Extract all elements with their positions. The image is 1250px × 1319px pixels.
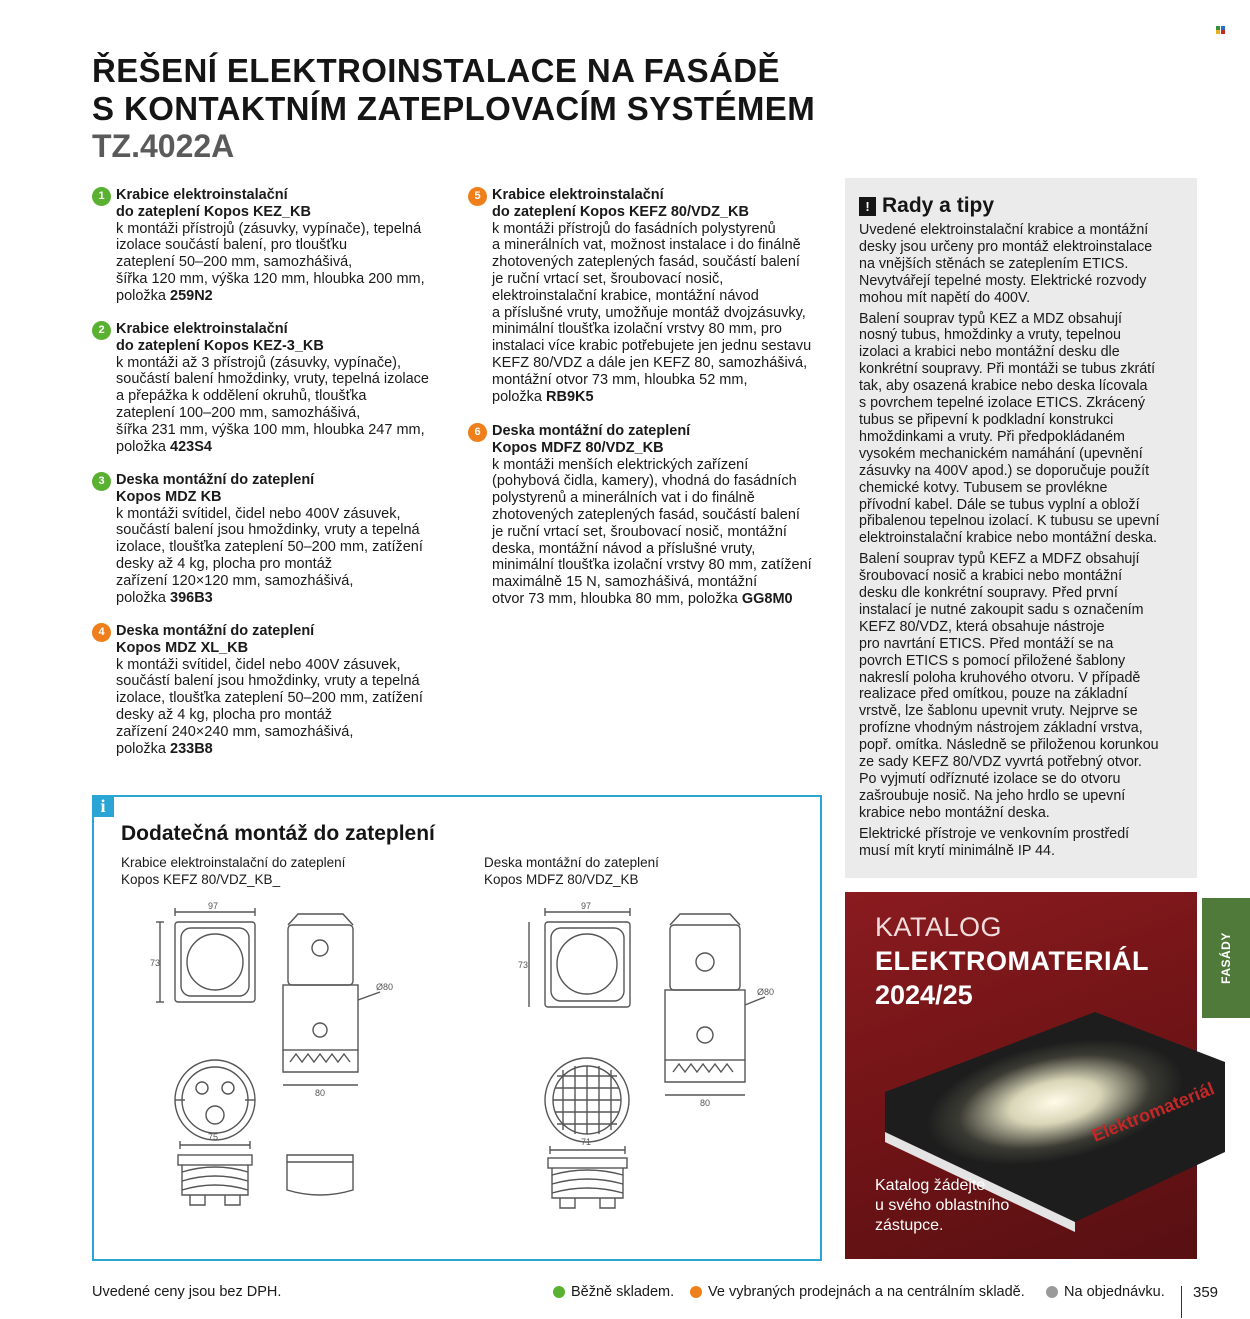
product-description-line: desky až 4 kg, plocha pro montáž (116, 555, 333, 572)
tips-paragraph (859, 311, 1189, 548)
tips-line: realizace před omítkou, pouze na základní (859, 686, 1128, 703)
tips-line: Balení souprav typů KEZ a MDZ obsahují (859, 310, 1123, 327)
product-item-line (116, 288, 425, 305)
product-description-line: k montáži menších elektrických zařízení (492, 456, 749, 473)
tips-line: přibalenou tepelnou izolací. K tubusu se upevní (859, 513, 1160, 530)
product-description-line: k montáži svítidel, čidel nebo 400V zásuvek, (116, 656, 401, 673)
product-number-badge: 6 (468, 423, 487, 442)
tips-panel (845, 178, 1197, 878)
section-tab-fasady[interactable] (1202, 898, 1250, 1018)
product-name: do zateplení Kopos KEZ_KB (116, 203, 311, 220)
caption-line: Kopos MDFZ 80/VDZ_KB (484, 871, 639, 887)
product-description-line: a příslušné vruty, umožňuje montáž dvojzásuvky, (492, 304, 806, 321)
tips-line: na vnějších stěnách se zateplením ETICS. (859, 255, 1129, 272)
item-prefix: otvor 73 mm, hloubka 80 mm, položka (492, 590, 742, 607)
product-name: Kopos MDZ XL_KB (116, 639, 249, 656)
product-description-line: šířka 231 mm, výška 100 mm, hloubka 247 mm, (116, 421, 425, 438)
tips-line: KEFZ 80/VDZ, která obsahuje nástroje (859, 618, 1105, 635)
product-item-line (492, 591, 812, 608)
product-description-line: součástí balení jsou hmoždinky, vruty a tepelná (116, 673, 420, 690)
product-description-line: šířka 120 mm, výška 120 mm, hloubka 200 mm, (116, 270, 425, 287)
tips-body (859, 222, 1189, 864)
product-name: Deska montážní do zateplení (116, 472, 315, 488)
tips-line: nosný tubus, hmoždinky a vruty, tepelnou (859, 327, 1121, 344)
product-item-line (116, 741, 423, 758)
product-name: Kopos MDFZ 80/VDZ_KB (492, 439, 664, 456)
product-number-badge: 2 (92, 321, 111, 340)
catalog-year: 2024/25 (875, 980, 973, 1010)
product-description-line: k montáži přístrojů do fasádních polystyrenů (492, 220, 776, 237)
product-name: do zateplení Kopos KEFZ 80/VDZ_KB (492, 203, 749, 220)
item-code[interactable]: 396B3 (170, 589, 213, 606)
right-drawing-caption (484, 855, 659, 888)
product-description-line: (pohybová čidla, kamery), vhodná do fasádních (492, 473, 797, 490)
tips-line: Uvedené elektroinstalační krabice a montážní (859, 222, 1149, 238)
product-name: Kopos MDZ KB (116, 488, 222, 505)
product-description-line: zhotovených zateplených fasád, součástí balení (492, 506, 800, 523)
item-prefix: položka (116, 287, 171, 304)
dimension-label: Ø80 (757, 987, 775, 997)
product-name: Krabice elektroinstalační (116, 321, 288, 337)
product-description-line: k montáži přístrojů (zásuvky, vypínače), tepelná (116, 220, 422, 237)
item-code[interactable]: 233B8 (170, 740, 213, 757)
product-number-badge: 5 (468, 187, 487, 206)
product-description-line: polystyrenů a minerálních vat i do finálně (492, 490, 755, 507)
tips-line: nakreslí poloha kruhového otvoru. V případě (859, 669, 1141, 686)
info-icon: i (92, 795, 114, 817)
product-item-line (116, 590, 423, 607)
product-description-line: izolace, tloušťka zateplení 50–200 mm, zatížení (116, 539, 423, 556)
product-name: Krabice elektroinstalační (492, 187, 664, 203)
catalog-promo[interactable] (845, 892, 1218, 1259)
product-code: TZ.4022A (92, 128, 235, 164)
product-description-line: maximálně 15 N, samozhášivá, montážní (492, 574, 758, 591)
product-description-line: minimální tloušťka izolační vrstvy 80 mm, pro (492, 321, 782, 338)
tips-line: tak, aby osazená krabice nebo deska lícovala (859, 378, 1148, 395)
tips-line: pro navrtání ETICS. Před montáží se na (859, 635, 1114, 652)
product-description-line: zařízení 120×120 mm, samozhášivá, (116, 572, 354, 589)
tips-line: mohou mít napětí do 400V. (859, 289, 1031, 306)
dimension-label: Ø80 (376, 982, 394, 992)
item-code[interactable]: GG8M0 (741, 590, 793, 607)
tips-title: Rady a tipy (882, 194, 995, 217)
plate-technical-drawing (515, 900, 775, 1245)
tips-line: konkrétní soupravy. Při montáži se tubus zkrátí (859, 361, 1156, 378)
tips-line: instalací je nutné zakoupit sadu s označením (859, 601, 1144, 618)
product-description-line: elektroinstalační krabice, montážní návod (492, 287, 759, 304)
corner-mark-icon (1216, 26, 1226, 34)
tips-line: zásuvky na 400V apod.) se doporučuje použít (859, 462, 1150, 479)
page-number: 359 (1193, 1284, 1219, 1301)
product-description-line: k montáži svítidel, čidel nebo 400V zásuvek, (116, 505, 401, 522)
product-description-line: izolace součástí balení, pro tloušťku (116, 237, 348, 254)
green-dot-icon (553, 1286, 565, 1298)
dimension-label: 75 (208, 1132, 219, 1142)
item-prefix: položka (116, 438, 171, 455)
product-description-line: deska, montážní návod a příslušné vruty, (492, 540, 756, 557)
tips-line: vysokém mechanickém namáhání (upevnění (859, 445, 1143, 462)
caption-line: Deska montážní do zateplení (484, 855, 659, 870)
tips-line: Elektrické přístroje ve venkovním prostředí (859, 825, 1130, 842)
product-1 (98, 187, 425, 305)
product-description-line: izolace, tloušťka zateplení 50–200 mm, zatížení (116, 690, 423, 707)
dimension-label: 80 (700, 1098, 711, 1108)
dimension-label: 71 (581, 1137, 592, 1147)
product-description-line: součástí balení jsou hmoždinky, vruty a tepelná (116, 522, 420, 539)
legend-label: Na objednávku. (1064, 1284, 1165, 1300)
tips-line: profíznе vhodným nástrojem základní vrstva, (859, 720, 1143, 737)
tips-paragraph (859, 826, 1189, 860)
tips-line: zašroubuje nosič. Na jeho hrdlo se upevní (859, 787, 1126, 804)
tips-line: krabice nebo montážní deska. (859, 804, 1050, 821)
catalog-note-line: u svého oblastního (875, 1197, 1010, 1214)
tips-line: hmoždinkami a vruty. Při předpokládaném (859, 428, 1125, 445)
product-description-line: zařízení 240×240 mm, samozhášivá, (116, 723, 354, 740)
tips-line: Balení souprav typů KEFZ a MDFZ obsahují (859, 551, 1140, 568)
tips-line: Nevytvářejí tepelné mosty. Elektrické rozvody (859, 272, 1147, 289)
tips-line: desky jsou určeny pro montáž elektroinstalace (859, 238, 1153, 255)
lightbulb-icon: ! (859, 197, 876, 216)
tips-heading (859, 194, 994, 218)
box-technical-drawing (150, 900, 400, 1245)
orange-dot-icon (690, 1286, 702, 1298)
dimension-label: 80 (315, 1088, 326, 1098)
product-name: Deska montážní do zateplení (116, 623, 315, 639)
book-label: Elektromateriál (1089, 1078, 1218, 1146)
product-description-line: zhotovených zateplených fasád, součástí balení (492, 254, 800, 271)
legend-in-stock (553, 1284, 674, 1300)
product-description-line: součástí balení hmoždinky, vruty, tepelná izolace (116, 371, 429, 388)
product-name: do zateplení Kopos KEZ-3_KB (116, 337, 324, 354)
product-2 (98, 321, 429, 455)
catalog-note-line: zástupce. (875, 1217, 944, 1234)
dimension-label: 97 (208, 901, 219, 911)
product-item-line (116, 439, 429, 456)
tips-line: izolaci a krabici nebo montážní desku dle (859, 344, 1120, 361)
legend-on-order (1046, 1284, 1165, 1300)
catalog-note (875, 1176, 1009, 1236)
tips-line: s povrchem tepelné izolace ETICS. Zkrácený (859, 395, 1146, 412)
product-4 (98, 623, 423, 757)
product-name: Deska montážní do zateplení (492, 423, 691, 439)
tips-line: povrch ETICS s pomocí přiložené šablony (859, 652, 1126, 669)
grey-dot-icon (1046, 1286, 1058, 1298)
tips-line: šroubovací nosič a krabici nebo montážní (859, 568, 1123, 585)
legend-label: Ve vybraných prodejnách a na centrálním skladě. (708, 1284, 1025, 1300)
page-separator (1181, 1286, 1182, 1318)
item-code[interactable]: 423S4 (170, 438, 212, 455)
dimension-label: 73 (518, 960, 529, 970)
product-description-line: k montáži až 3 přístrojů (zásuvky, vypínače), (116, 354, 402, 371)
product-description-line: KEFZ 80/VDZ a dále jen KEFZ 80, samozhášivá, (492, 354, 808, 371)
info-title: Dodatečná montáž do zateplení (121, 822, 435, 845)
tips-line: desku dle konkrétní soupravy. Před první (859, 585, 1118, 602)
item-code[interactable]: RB9K5 (546, 388, 594, 405)
caption-line: Kopos KEFZ 80/VDZ_KB_ (121, 871, 281, 887)
product-description-line: montážní otvor 73 mm, hloubka 52 mm, (492, 371, 748, 388)
caption-line: Krabice elektroinstalační do zateplení (121, 855, 346, 870)
item-prefix: položka (116, 740, 171, 757)
tips-line: vrstvě, lze šablonu upevnit vruty. Nejprve se (859, 703, 1138, 720)
product-item-line (492, 389, 811, 406)
product-description-line: instalaci více krabic potřebujete jen jednu sestavu (492, 338, 812, 355)
page-title-line-2: S KONTAKTNÍM ZATEPLOVACÍM SYSTÉMEM (92, 90, 816, 127)
tips-line: tubus se připevní k podkladní konstrukci (859, 411, 1114, 428)
product-5 (474, 187, 812, 405)
item-prefix: položka (116, 589, 171, 606)
dimension-label: 97 (581, 901, 592, 911)
product-description-line: a přepážka k oddělení okruhů, tloušťka (116, 388, 367, 405)
product-description-line: je ruční vrtací set, šroubovací nosič, montážní (492, 523, 787, 540)
tips-paragraph (859, 551, 1189, 822)
price-note: Uvedené ceny jsou bez DPH. (92, 1284, 282, 1300)
item-prefix: položka (492, 388, 547, 405)
item-code[interactable]: 259N2 (170, 287, 213, 304)
catalog-title-2: ELEKTROMATERIÁL (875, 946, 1149, 976)
product-description-line: je ruční vrtací set, šroubovací nosič, (492, 270, 724, 287)
product-number-badge: 4 (92, 623, 111, 642)
catalog-note-line: Katalog žádejte (875, 1177, 986, 1194)
tips-line: musí mít krytí minimálně IP 44. (859, 842, 1055, 859)
product-description-line: zateplení 50–200 mm, samozhášivá, (116, 254, 353, 271)
left-drawing-caption (121, 855, 345, 888)
product-6 (474, 423, 812, 608)
page-title-line-1: ŘEŠENÍ ELEKTROINSTALACE NA FASÁDĚ (92, 52, 780, 89)
product-description-line: minimální tloušťka izolační vrstvy 80 mm, zatížení (492, 557, 812, 574)
tips-line: přívodní kabel. Dále se tubus vyplní a obloží (859, 496, 1140, 513)
product-number-badge: 3 (92, 472, 111, 491)
tips-line: Po vyjmutí odříznuté izolace se do otvoru (859, 771, 1121, 787)
legend-selected-stores (690, 1284, 1025, 1300)
product-description-line: a minerálních vat, možnost instalace i do finálně (492, 237, 801, 254)
product-description-line: desky až 4 kg, plocha pro montáž (116, 706, 333, 723)
legend-label: Běžně skladem. (571, 1284, 675, 1300)
product-3 (98, 472, 423, 606)
catalog-title-1: KATALOG (875, 912, 1003, 942)
tips-paragraph (859, 222, 1189, 307)
tips-line: popř. omítka. Následně se přiloženou korunkou (859, 737, 1159, 754)
product-number-badge: 1 (92, 187, 111, 206)
product-name: Krabice elektroinstalační (116, 187, 288, 203)
section-tab-label: FASÁDY (1219, 932, 1233, 984)
tips-line: elektroinstalační krabice nebo montážní deska. (859, 530, 1158, 547)
dimension-label: 73 (150, 958, 161, 968)
product-description-line: zateplení 100–200 mm, samozhášivá, (116, 404, 361, 421)
tips-line: chemické kotvy. Tubusem se provlékne (859, 479, 1108, 496)
tips-line: ze sady KEFZ 80/VDZ vyvrtá potřebný otvor. (859, 754, 1142, 771)
